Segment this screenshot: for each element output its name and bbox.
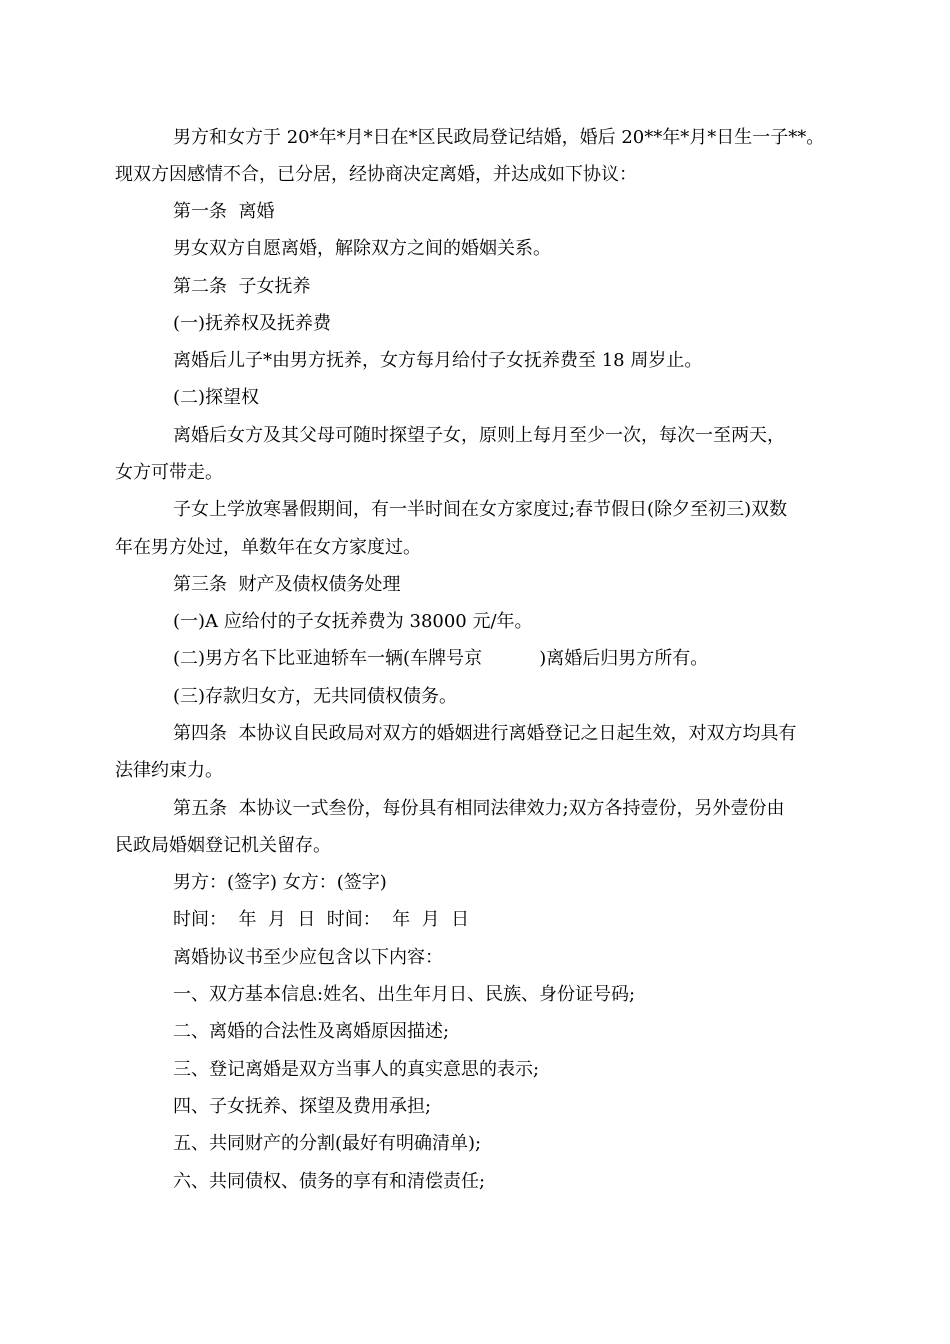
contents-item-4: 四、子女抚养、探望及费用承担; xyxy=(173,1096,432,1117)
contents-intro: 离婚协议书至少应包含以下内容： xyxy=(173,947,443,968)
article-1-text: 男女双方自愿离婚，解除双方之间的婚姻关系。 xyxy=(173,238,551,259)
contents-item-1: 一、双方基本信息:姓名、出生年月日、民族、身份证号码; xyxy=(173,984,636,1005)
property-item-3: (三)存款归女方，无共同债权债务。 xyxy=(173,686,458,707)
intro-line-2: 现双方因感情不合，已分居，经协商决定离婚，并达成如下协议： xyxy=(115,164,637,185)
article-2-heading: 第二条 子女抚养 xyxy=(173,276,311,297)
article-3-heading: 第三条 财产及债权债务处理 xyxy=(173,574,401,595)
article-4-line-2: 法律约束力。 xyxy=(115,760,223,781)
property-item-2: (二)男方名下比亚迪轿车一辆(车牌号京 )离婚后归男方所有。 xyxy=(173,648,709,669)
article-1-heading: 第一条 离婚 xyxy=(173,201,275,222)
holiday-text-line-2: 年在男方处过，单数年在女方家度过。 xyxy=(115,537,421,558)
date-line: 时间： 年 月 日 时间： 年 月 日 xyxy=(173,909,470,930)
article-5-line-1: 第五条 本协议一式叁份，每份具有相同法律效力;双方各持壹份，另外壹份由 xyxy=(173,798,785,819)
intro-line-1: 男方和女方于 20*年*月*日在*区民政局登记结婚，婚后 20**年*月*日生一子**。 xyxy=(173,127,825,148)
section-custody-heading: (一)抚养权及抚养费 xyxy=(173,313,332,334)
visitation-text-line-2: 女方可带走。 xyxy=(115,462,223,483)
section-visitation-heading: (二)探望权 xyxy=(173,387,260,408)
signature-line: 男方：(签字) 女方：(签字) xyxy=(173,872,387,893)
property-item-1: (一)A 应给付的子女抚养费为 38000 元/年。 xyxy=(173,611,533,632)
visitation-text-line-1: 离婚后女方及其父母可随时探望子女，原则上每月至少一次，每次一至两天， xyxy=(173,425,785,446)
contents-item-3: 三、登记离婚是双方当事人的真实意思的表示; xyxy=(173,1059,540,1080)
section-custody-text: 离婚后儿子*由男方抚养，女方每月给付子女抚养费至 18 周岁止。 xyxy=(173,350,703,371)
article-5-line-2: 民政局婚姻登记机关留存。 xyxy=(115,835,331,856)
article-4-line-1: 第四条 本协议自民政局对双方的婚姻进行离婚登记之日起生效，对双方均具有 xyxy=(173,723,797,744)
holiday-text-line-1: 子女上学放寒暑假期间，有一半时间在女方家度过;春节假日(除夕至初三)双数 xyxy=(173,499,788,520)
contents-item-2: 二、离婚的合法性及离婚原因描述; xyxy=(173,1021,450,1042)
contents-item-5: 五、共同财产的分割(最好有明确清单); xyxy=(173,1133,482,1154)
contents-item-6: 六、共同债权、债务的享有和清偿责任; xyxy=(173,1171,486,1192)
